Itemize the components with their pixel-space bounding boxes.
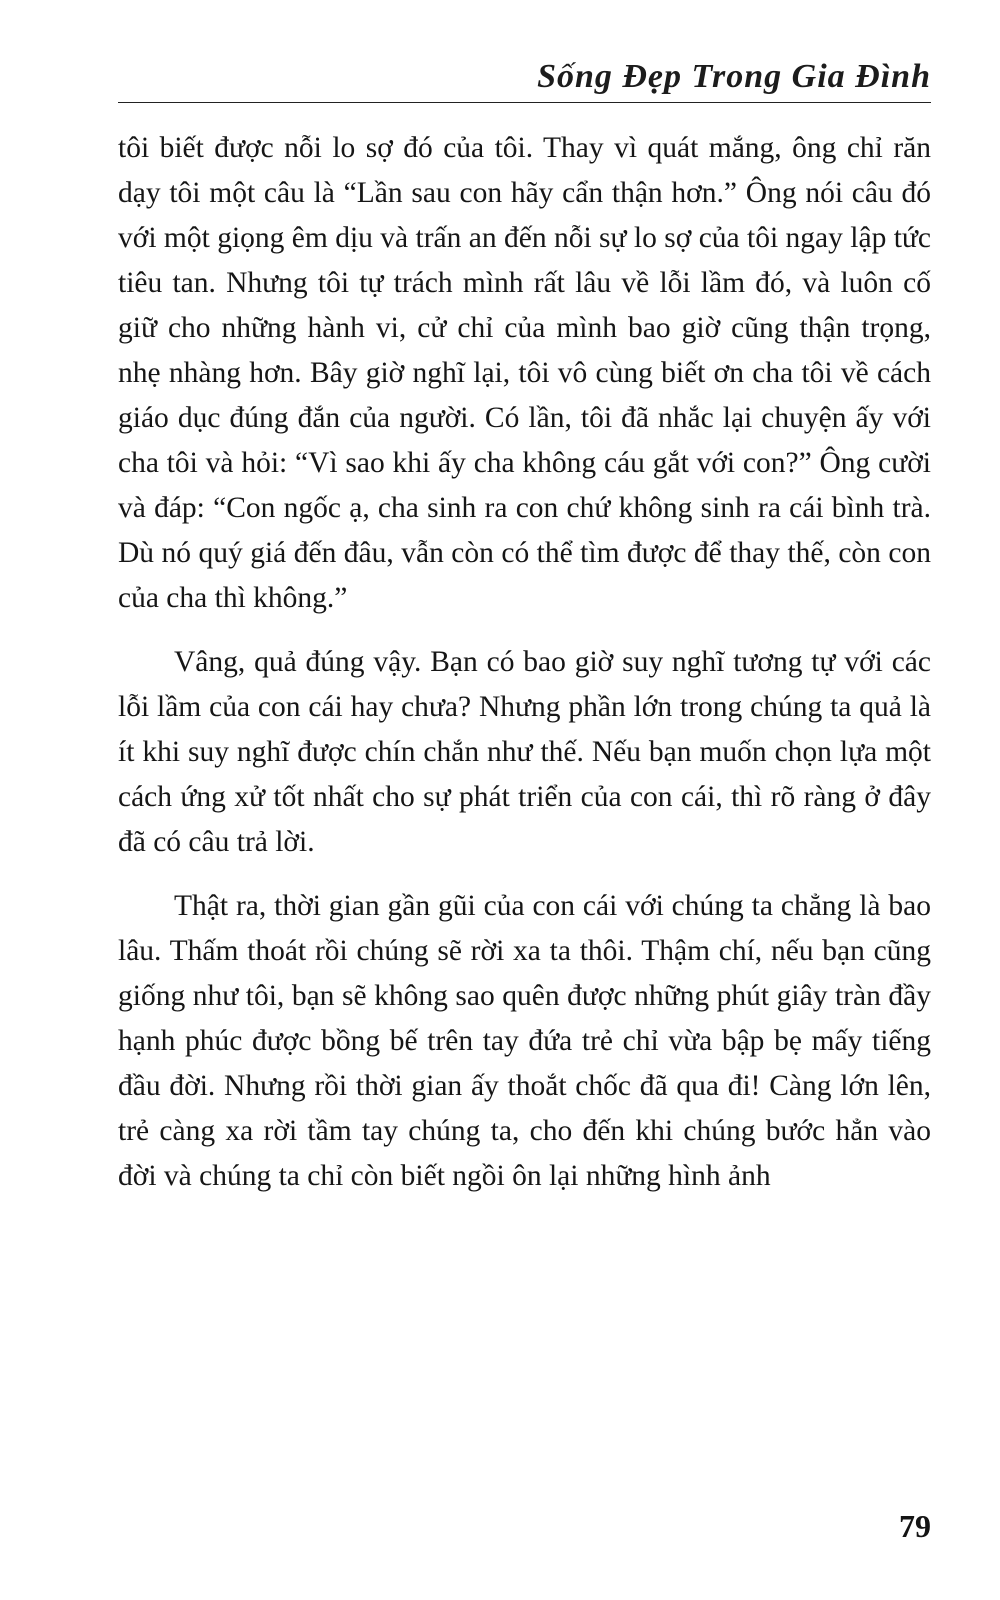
paragraph-2: Vâng, quả đúng vậy. Bạn có bao giờ suy nghĩ tương tự với các lỗi lầm của con cái hay chưa? Nhưng phần lớn trong chúng ta quả là ít khi suy nghĩ được chín chắn như thế. Nếu bạn muốn chọn lựa một cách ứng xử tốt nhất cho sự phát triển của con cái, thì rõ ràng ở đây đã có câu trả lời.	[118, 646, 931, 858]
running-header	[118, 52, 931, 103]
paragraph-1: tôi biết được nỗi lo sợ đó của tôi. Thay vì quát mắng, ông chỉ răn dạy tôi một câu là “Lần sau con hãy cẩn thận hơn.” Ông nói câu đó với một giọng êm dịu và trấn an đến nỗi sự lo sợ của tôi ngay lập tức tiêu tan. Nhưng tôi tự trách mình rất lâu về lỗi lầm đó, và luôn cố giữ cho những hành vi, cử chỉ của mình bao giờ cũng thận trọng, nhẹ nhàng hơn. Bây giờ nghĩ lại, tôi vô cùng biết ơn cha tôi về cách giáo dục đúng đắn của người. Có lần, tôi đã nhắc lại chuyện ấy với cha tôi và hỏi: “Vì sao khi ấy cha không cáu gắt với con?” Ông cười và đáp: “Con ngốc ạ, cha sinh ra con chứ không sinh ra cái bình trà. Dù nó quý giá đến đâu, vẫn còn có thể tìm được để thay thế, còn con của cha thì không.”	[118, 132, 931, 614]
paragraph-3: Thật ra, thời gian gần gũi của con cái với chúng ta chẳng là bao lâu. Thấm thoát rồi chúng sẽ rời xa ta thôi. Thậm chí, nếu bạn cũng giống như tôi, bạn sẽ không sao quên được những phút giây tràn đầy hạnh phúc được bồng bế trên tay đứa trẻ chỉ vừa bập bẹ mấy tiếng đầu đời. Nhưng rồi thời gian ấy thoắt chốc đã qua đi! Càng lớn lên, trẻ càng xa rời tầm tay chúng ta, cho đến khi chúng bước hẳn vào đời và chúng ta chỉ còn biết ngồi ôn lại những hình ảnh	[118, 890, 931, 1192]
running-header-title: Sống Đẹp Trong Gia Đình	[537, 58, 931, 95]
page-number: 79	[899, 1508, 931, 1544]
page-body	[118, 126, 931, 1218]
